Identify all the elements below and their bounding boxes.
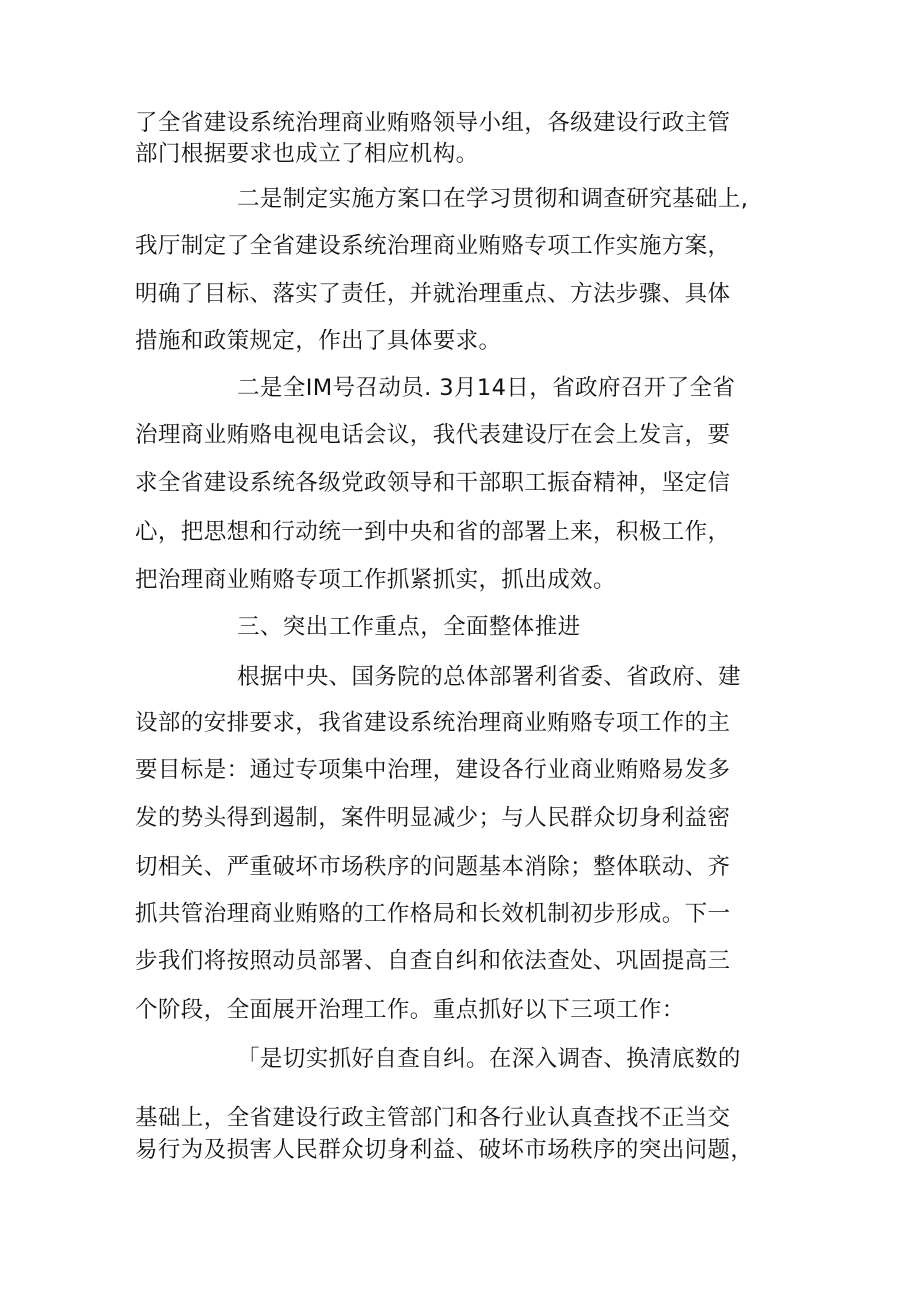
text-line-20: 个阶段，全面展开治理工作。重点抓好以下三项工作：	[135, 997, 685, 1023]
text-line-9: 求全省建设系统各级党政领导和干部职工振奋精神，坚定信	[135, 470, 731, 496]
text-line-4: 我厅制定了全省建设系统治理商业贿赂专项工作实施方案，	[135, 233, 731, 259]
text-line-16: 发的势头得到遏制，案件明显减少；与人民群众切身利益密	[135, 805, 731, 831]
text-line-18: 抓共管治理商业贿赂的工作格局和长效机制初步形成。下一	[135, 901, 731, 927]
text-line-7: 二是全IM号召动员. 3月14日，省政府召开了全省	[237, 375, 736, 401]
text-line-11: 把治理商业贿赂专项工作抓紧抓实，抓出成效。	[135, 567, 616, 593]
text-line-8: 治理商业贿赂电视电话会议，我代表建设厅在会上发言，要	[135, 422, 731, 448]
text-line-19: 步我们将按照动员部署、自查自纠和依法查处、巩固提高三	[135, 948, 731, 974]
text-line-22: 基础上，全省建设行政主管部门和各行业认真查找不正当交	[135, 1105, 731, 1131]
text-line-1: 了全省建设系统治理商业贿赂领导小组，各级建设行政主管	[135, 110, 731, 136]
text-line-21: 「是切实抓好自查自纠。在深入调杳、换清底数的	[237, 1046, 741, 1072]
text-line-14: 设部的安排要求，我省建设系统治理商业贿赂专项工作的主	[135, 710, 731, 736]
text-line-17: 切相关、严重破坏市场秩序的问题基本消除；整体联动、齐	[135, 854, 731, 880]
text-line-2: 部门根据要求也成立了相应机构。	[135, 141, 479, 167]
text-line-3: 二是制定实施方案口在学习贯彻和调查研究基础上,	[237, 186, 749, 212]
text-line-15: 要目标是：通过专项集中治理，建设各行业商业贿赂易发多	[135, 757, 731, 783]
text-line-13: 根据中央、国务院的总体部署利省委、省政府、建	[237, 664, 741, 690]
text-line-23: 易行为及损害人民群众切身利益、破坏市场秩序的突出问题，	[135, 1137, 754, 1163]
text-line-10: 心，把思想和行动统一到中央和省的部署上来，积极工作，	[135, 519, 731, 545]
text-line-6: 措施和政策规定，作出了具体要求。	[135, 328, 502, 354]
section-heading: 三、突出工作重点，全面整体推进	[237, 614, 581, 640]
text-line-5: 明确了目标、落实了责任，并就治理重点、方法步骤、具体	[135, 281, 731, 307]
